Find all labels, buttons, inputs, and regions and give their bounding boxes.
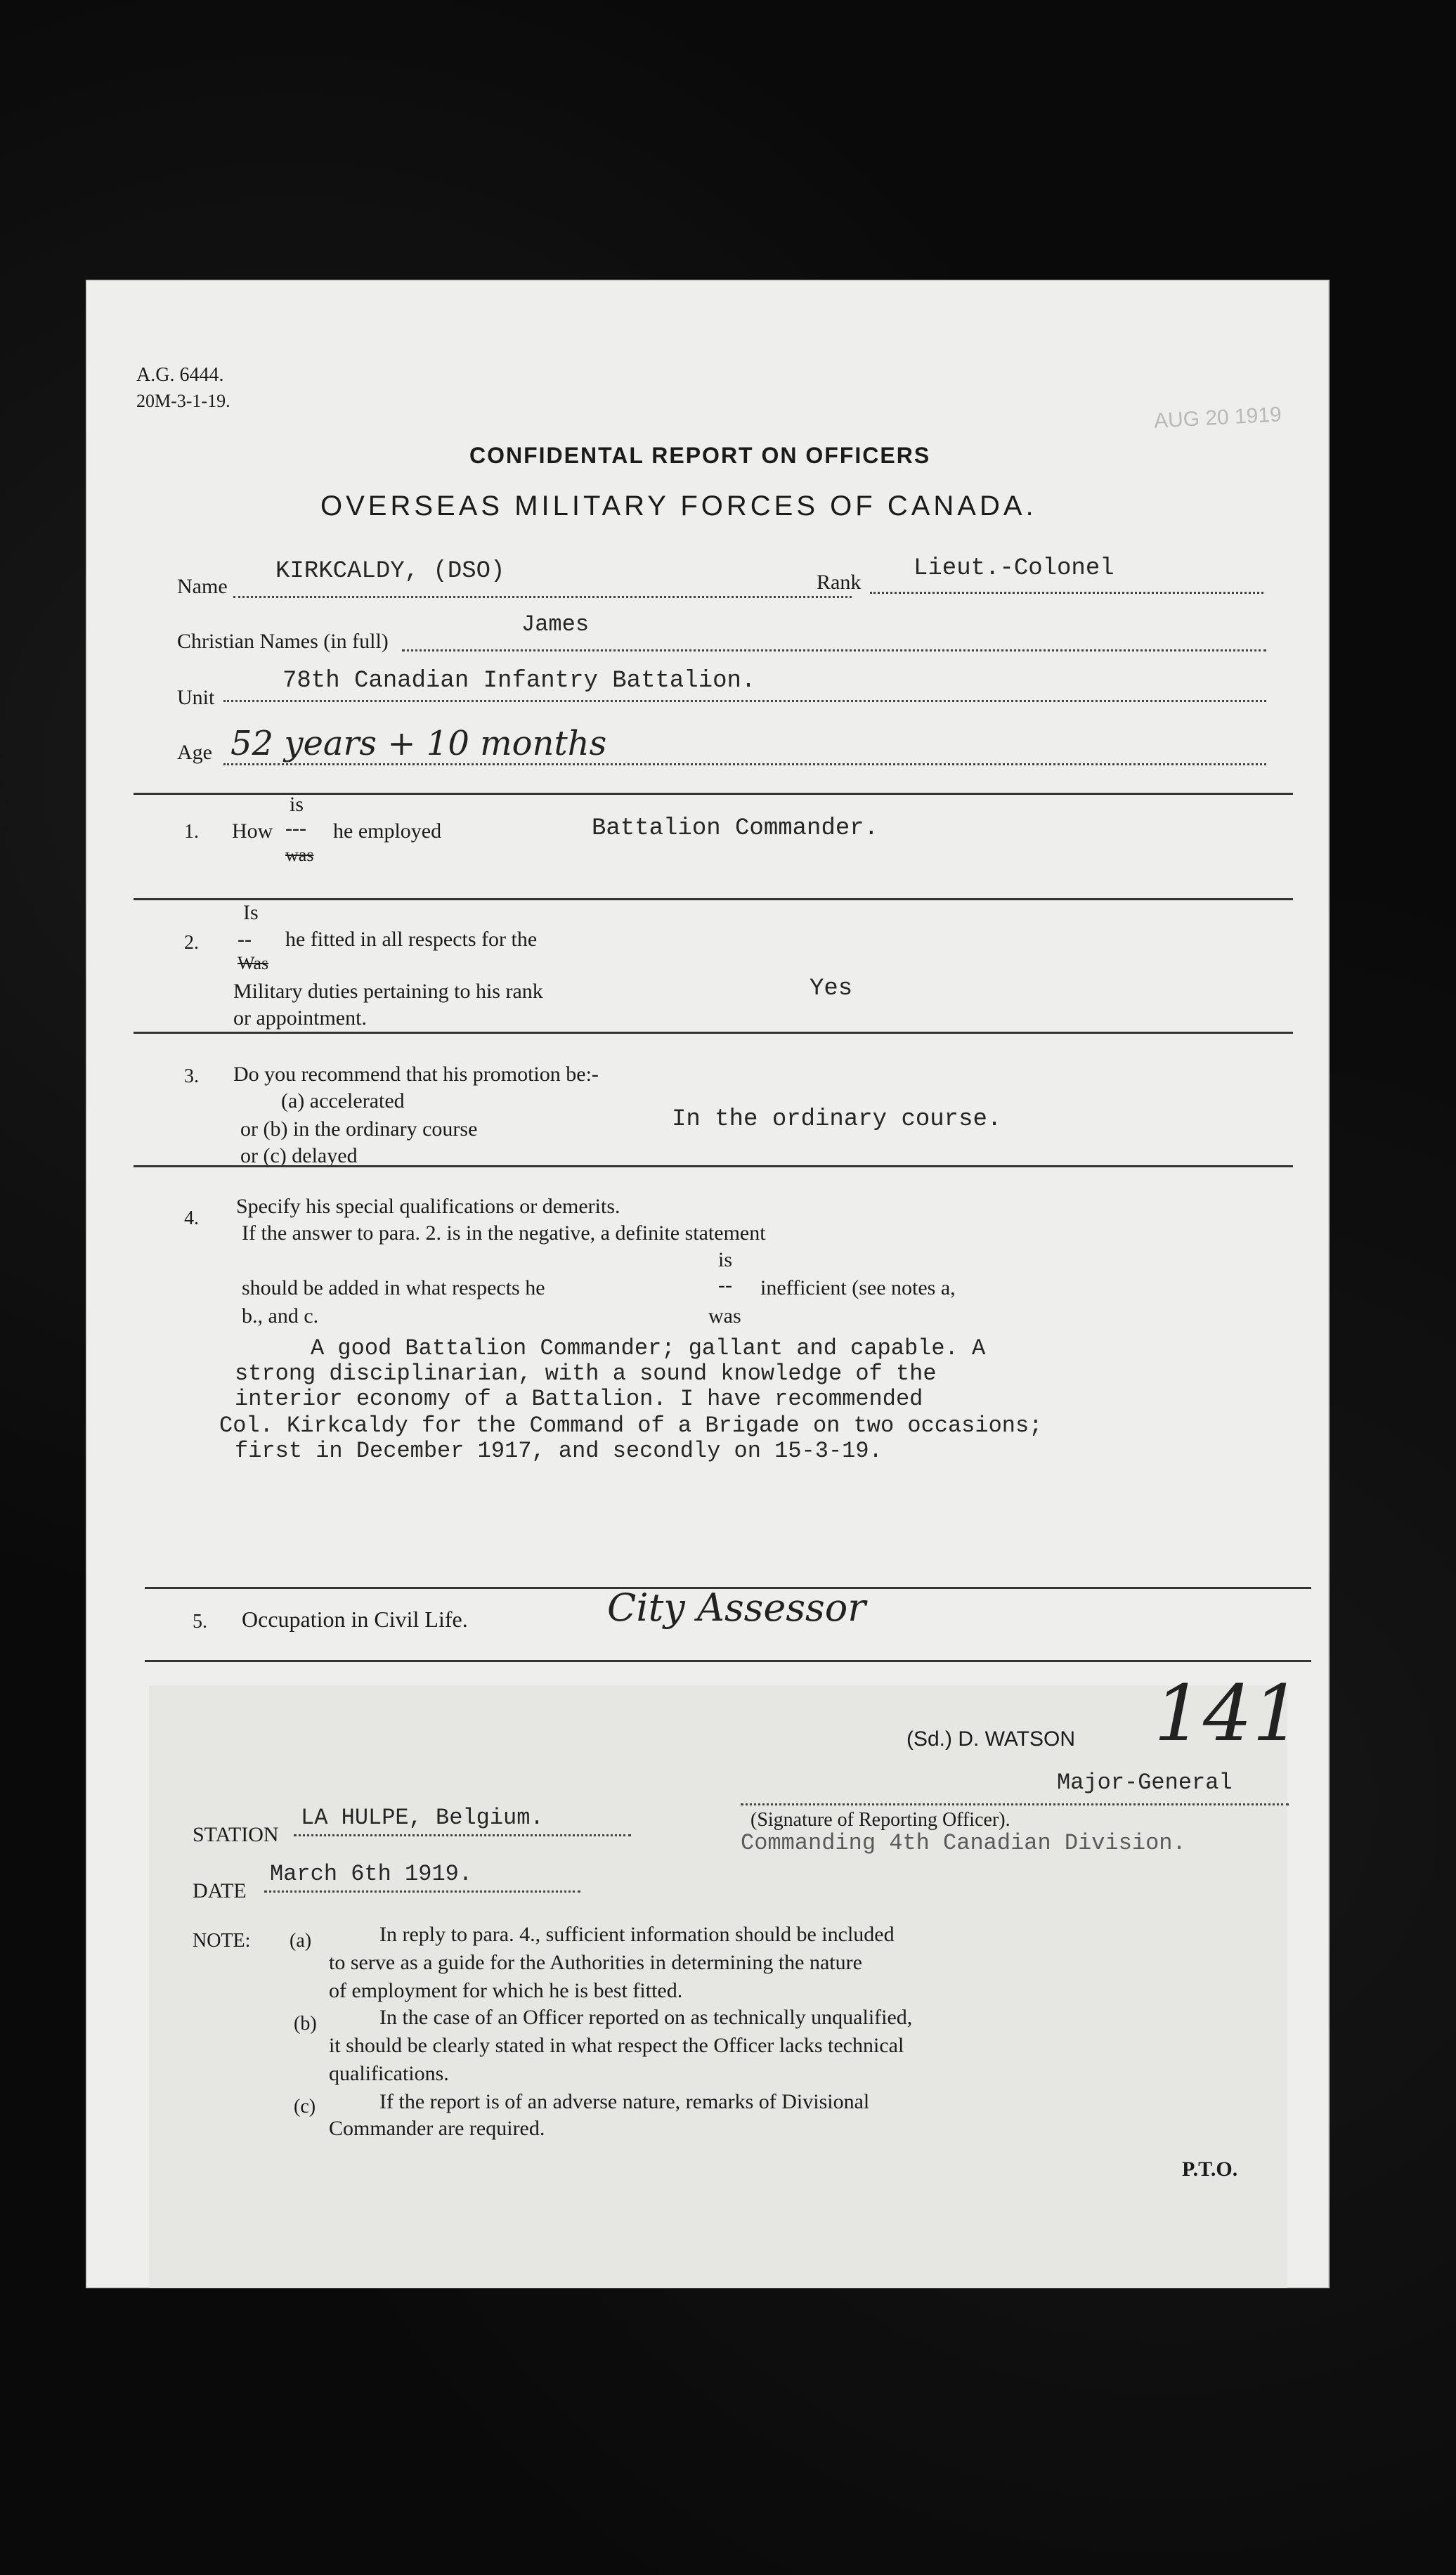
note-c-line1: If the report is of an adverse nature, remarks of Divisional: [379, 2090, 870, 2113]
signature-caption: (Signature of Reporting Officer).: [750, 1809, 1010, 1831]
print-code: 20M-3-1-19.: [136, 391, 230, 411]
rank-value: Lieut.-Colonel: [914, 555, 1114, 582]
signature-line: [741, 1803, 1289, 1805]
q2-number: 2.: [184, 932, 199, 954]
q3-answer: In the ordinary course.: [672, 1106, 1002, 1133]
ref-number: A.G. 6444.: [136, 364, 224, 386]
signer-rank: Major-General: [1057, 1770, 1233, 1796]
rank-line: [870, 592, 1263, 594]
q4-number: 4.: [184, 1207, 199, 1229]
q1-was: was: [285, 845, 314, 865]
q4-line2: If the answer to para. 2. is in the negative, a definite statement: [242, 1221, 766, 1245]
q5-label: Occupation in Civil Life.: [242, 1607, 468, 1632]
date-label: DATE: [193, 1879, 247, 1902]
q3-number: 3.: [184, 1065, 199, 1087]
christian-label: Christian Names (in full): [177, 630, 389, 653]
q1-is: is: [290, 793, 304, 816]
file-mark: 141: [1154, 1668, 1301, 1758]
q2-line1: he fitted in all respects for the: [285, 928, 538, 951]
q4-line3a: should be added in what respects he: [242, 1276, 545, 1299]
q4-answer-line4: Col. Kirkcaldy for the Command of a Brigade on two occasions;: [219, 1413, 1043, 1439]
age-value: 52 years + 10 months: [230, 724, 607, 763]
age-label: Age: [177, 741, 212, 764]
q1-number: 1.: [184, 821, 199, 843]
note-label: NOTE:: [193, 1930, 251, 1952]
divider-1: [134, 793, 1293, 795]
q5-number: 5.: [193, 1611, 207, 1633]
rank-label: Rank: [817, 571, 862, 594]
received-stamp: AUG 20 1919: [1153, 403, 1282, 433]
q4-is: is: [718, 1248, 733, 1271]
q4-line4: b., and c.: [242, 1304, 319, 1328]
form-subtitle: OVERSEAS MILITARY FORCES OF CANADA.: [320, 491, 1037, 521]
form-title: CONFIDENTAL REPORT ON OFFICERS: [469, 443, 931, 468]
q4-dashes: --: [718, 1273, 732, 1297]
name-value: KIRKCALDY, (DSO): [275, 558, 505, 585]
q4-answer-line2: strong disciplinarian, with a sound knowledge of the: [235, 1361, 937, 1387]
name-label: Name: [177, 575, 228, 598]
q2-is: Is: [243, 901, 259, 924]
note-c-tag: (c): [294, 2096, 316, 2117]
divider-6: [145, 1660, 1311, 1662]
note-b-line3: qualifications.: [329, 2062, 449, 2085]
station-line: [294, 1834, 631, 1836]
report-form: [86, 280, 1330, 2288]
christian-value: James: [521, 611, 590, 637]
q3-line1: Do you recommend that his promotion be:-: [233, 1063, 599, 1086]
q2-dashes: --: [238, 928, 252, 951]
note-a-line3: of employment for which he is best fitted.: [329, 1979, 683, 2002]
q3-option-c: or (c) delayed: [240, 1144, 358, 1167]
station-label: STATION: [193, 1823, 279, 1846]
note-a-line2: to serve as a guide for the Authorities in determining the nature: [329, 1951, 862, 1974]
note-a-line1: In reply to para. 4., sufficient information should be included: [379, 1923, 895, 1946]
q2-line3: or appointment.: [233, 1006, 367, 1030]
note-b-tag: (b): [294, 2013, 317, 2035]
name-line: [233, 596, 852, 598]
unit-label: Unit: [177, 686, 215, 709]
christian-line: [402, 649, 1266, 651]
q1-answer: Battalion Commander.: [592, 815, 879, 842]
divider-4: [134, 1165, 1293, 1167]
note-c-line2: Commander are required.: [329, 2117, 545, 2140]
note-b-line2: it should be clearly stated in what respect the Officer lacks technical: [329, 2034, 904, 2057]
q4-answer-line3: interior economy of a Battalion. I have recommended: [235, 1386, 923, 1412]
date-value: March 6th 1919.: [270, 1861, 473, 1887]
divider-3: [134, 1032, 1293, 1034]
pto-label: P.T.O.: [1182, 2158, 1238, 2181]
divider-2: [134, 898, 1293, 900]
q4-was: was: [708, 1304, 741, 1328]
note-a-tag: (a): [290, 1930, 312, 1952]
q4-line1: Specify his special qualifications or demerits.: [236, 1195, 620, 1218]
date-line: [264, 1890, 580, 1893]
signed-name: (Sd.) D. WATSON: [906, 1727, 1075, 1751]
q3-option-a: (a) accelerated: [281, 1089, 405, 1113]
age-line: [223, 763, 1266, 765]
q1-text-a: How: [232, 819, 273, 843]
station-value: LA HULPE, Belgium.: [301, 1805, 544, 1831]
q2-was: Was: [238, 953, 269, 973]
q2-line2: Military duties pertaining to his rank: [233, 980, 543, 1003]
q4-line3b: inefficient (see notes a,: [760, 1276, 956, 1299]
q3-option-b: or (b) in the ordinary course: [240, 1117, 478, 1141]
commanding-line: Commanding 4th Canadian Division.: [741, 1830, 1186, 1856]
q5-answer: City Assessor: [607, 1585, 866, 1630]
q4-answer-line5: first in December 1917, and secondly on 15-3-19.: [235, 1438, 883, 1464]
note-b-line1: In the case of an Officer reported on as technically unqualified,: [379, 2006, 913, 2029]
q2-answer: Yes: [810, 975, 853, 1002]
unit-line: [223, 700, 1266, 702]
q1-text-b: he employed: [333, 819, 442, 843]
unit-value: 78th Canadian Infantry Battalion.: [282, 668, 756, 694]
q1-dashes: ---: [285, 817, 306, 840]
q4-answer-line1: A good Battalion Commander; gallant and capable. A: [311, 1335, 986, 1361]
